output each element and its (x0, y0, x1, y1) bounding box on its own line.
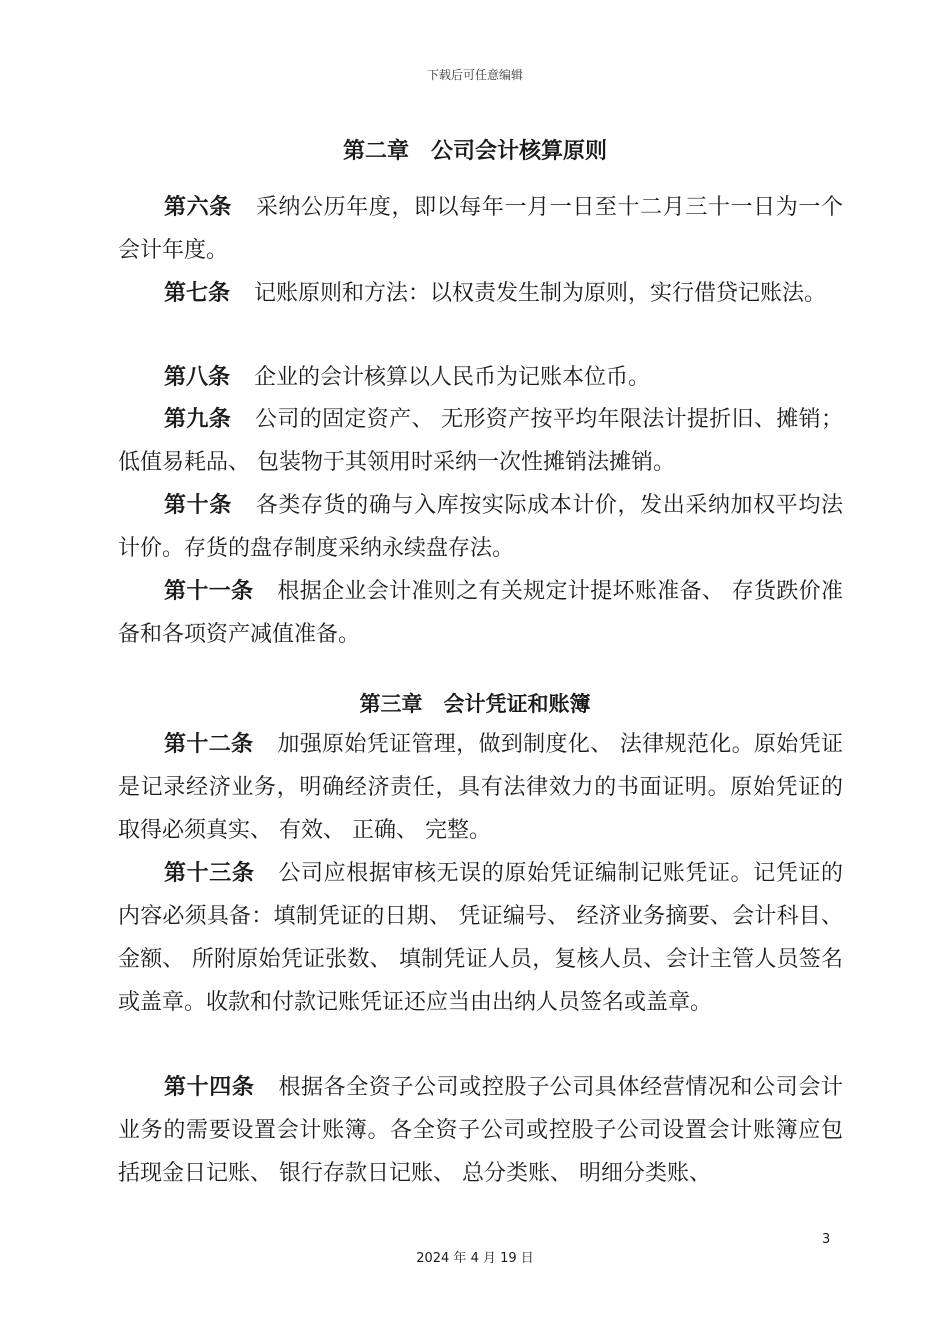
article-12 (118, 723, 843, 852)
page-header: 下载后可任意编辑 (426, 68, 523, 82)
article-10 (118, 484, 843, 570)
article-8 (118, 356, 843, 399)
article-label: 第七条 (164, 281, 231, 306)
article-9 (118, 398, 843, 484)
article-13 (118, 852, 843, 1024)
article-text: 采纳公历年度，即以每年一月一日至十二月三十一日为一个会计年度。 (118, 195, 843, 263)
article-text: 加强原始凭证管理，做到制度化、 法律规范化。原始凭证是记录经济业务，明确经济责任，具有法律效力的书面证明。原始凭证的取得必须真实、 有效、 正确、 完整。 (118, 732, 843, 843)
article-text: 根据各全资子公司或控股子公司具体经营情况和公司会计业务的需要设置会计账簿。各全资子公司或控股子公司设置会计账簿应包括现金日记账、 银行存款日记账、 总分类账、 明细分类账、 (118, 1075, 843, 1186)
article-6 (118, 186, 843, 272)
article-label: 第十条 (164, 493, 232, 518)
article-text: 根据企业会计准则之有关规定计提坏账准备、 存货跌价准备和各项资产减值准备。 (118, 579, 843, 647)
page-number: 3 (822, 1232, 831, 1247)
article-text: 公司的固定资产、 无形资产按平均年限法计提折旧、摊销；低值易耗品、 包装物于其领用时采纳一次性摊销法摊销。 (118, 407, 843, 475)
chapter-3-title: 第三章 会计凭证和账簿 (359, 692, 591, 716)
footer-date: 2024 年 4 月 19 日 (416, 1251, 534, 1266)
article-label: 第十二条 (164, 732, 254, 757)
article-label: 第八条 (164, 365, 231, 390)
article-label: 第十三条 (164, 861, 255, 886)
article-label: 第十一条 (164, 579, 254, 604)
article-14 (118, 1066, 843, 1195)
article-11 (118, 570, 843, 656)
article-label: 第十四条 (164, 1075, 255, 1100)
article-text: 各类存货的确与入库按实际成本计价，发出采纳加权平均法计价。存货的盘存制度采纳永续盘存法。 (118, 493, 843, 561)
chapter-2-title: 第二章 公司会计核算原则 (342, 139, 607, 164)
article-label: 第九条 (164, 407, 232, 432)
article-text: 企业的会计核算以人民币为记账本位币。 (254, 365, 651, 390)
article-label: 第六条 (164, 195, 232, 220)
article-text: 公司应根据审核无误的原始凭证编制记账凭证。记凭证的内容必须具备：填制凭证的日期、 凭证编号、 经济业务摘要、会计科目、 金额、 所附原始凭证张数、 填制凭证人员，复核人员、会计主管人员签名或盖章。收款和付款记账凭证还应当由出纳人员签名或盖章。 (118, 861, 843, 1015)
article-text: 记账原则和方法：以权责发生制为原则，实行借贷记账法。 (254, 281, 827, 306)
article-7 (118, 272, 843, 315)
